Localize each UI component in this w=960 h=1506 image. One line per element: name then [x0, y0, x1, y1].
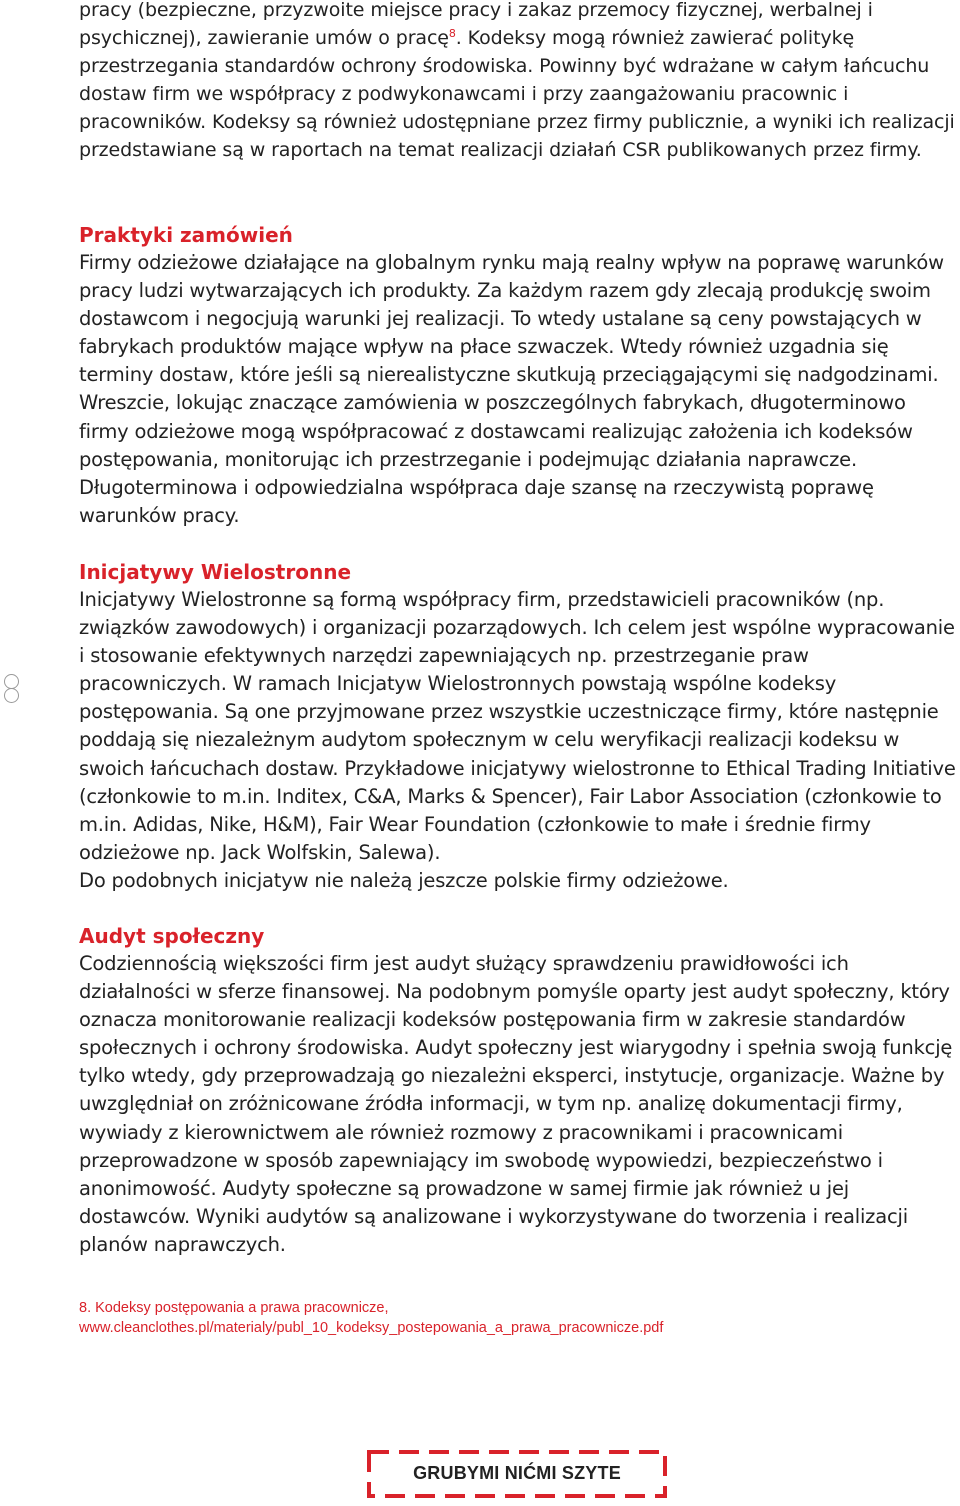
intro-paragraph — [79, 0, 957, 165]
page-number-glyph-bottom — [4, 688, 19, 703]
section-heading: Audyt społeczny — [79, 924, 265, 948]
section-body-extra: Do podobnych inicjatyw nie należą jeszcze polskie firmy odzieżowe. — [79, 868, 729, 892]
section-procurement-practices — [79, 221, 957, 530]
page-number-text — [2, 666, 3, 667]
section-body: Inicjatywy Wielostronne są formą współpracy firm, przedstawicieli pracowników (np. związków zawodowych) i organizacji pozarządowych. Ich celem jest wspólne wypracowanie i stosowanie efektywnych narzędzi zapewniających np. przestrzeganie praw pracowniczych. W ramach Inicjatyw Wielostronnych powstają wspólne kodeksy postępowania. Są one przyjmowane przez wszystkie uczestniczące firmy, które następnie poddają się niezależnym audytom społecznym w celu weryfikacji realizacji kodeksu w swoich łańcuchach dostaw. Przykładowe inicjatywy wielostronne to Ethical Trading Initiative (członkowie to m.in. Inditex, C&A, Marks & Spencer), Fair Labor Association (członkowie to m.in. Adidas, Nike, H&M), Fair Wear Foundation (członkowie to małe i średnie firmy odzieżowe np. Jack Wolfskin, Salewa). — [79, 588, 956, 864]
page-number-glyph-top — [4, 674, 19, 689]
section-multistakeholder-initiatives — [79, 558, 957, 895]
publication-logo — [367, 1450, 667, 1498]
footnote: 8. Kodeksy postępowania a prawa pracownicze, www.cleanclothes.pl/materialy/publ_10_kodeksy_postepowania_a_prawa_pracownicze.pdf — [79, 1300, 664, 1336]
intro-text-after-ref: . Kodeksy mogą również zawierać politykę przestrzegania standardów ochrony środowiska. Powinny być wdrażane w całym łańcuchu dostaw firm we współpracy z podwykonawcami i przy zaangażowaniu pracownic i pracowników. Kodeksy są również udostępniane przez firmy publicznie, a wyniki ich realizacji przedstawiane są w raportach na temat realizacji działań CSR publikowanych przez firmy. — [79, 27, 955, 162]
intro-block — [79, 0, 957, 165]
page-number — [2, 666, 20, 710]
logo-text: GRUBYMI NIĆMI SZYTE — [413, 1463, 621, 1483]
footnote-reference[interactable]: 8 — [448, 27, 456, 41]
section-heading: Inicjatywy Wielostronne — [79, 560, 352, 584]
section-body: Firmy odzieżowe działające na globalnym rynku mają realny wpływ na poprawę warunków pracy ludzi wytwarzających ich produkty. Za każdym razem gdy zlecają produkcję swoim dostawcom i negocjują warunki jej realizacji. To wtedy ustalane są ceny powstających w fabrykach produktów mające wpływ na płace szwaczek. Wtedy również uzgadnia się terminy dostaw, które jeśli są nierealistyczne skutkują przeciągającymi się nadgodzinami. Wreszcie, lokując znaczące zamówienia w poszczególnych fabrykach, długoterminowo firmy odzieżowe mogą współpracować z dostawcami realizując założenia ich kodeksów postępowania, monitorując ich przestrzeganie i podejmując działania naprawcze. Długoterminowa i odpowiedzialna współpraca daje szansę na rzeczywistą poprawę warunków pracy. — [79, 251, 944, 527]
section-body: Codziennością większości firm jest audyt służący sprawdzeniu prawidłowości ich działalności w sferze finansowej. Na podobnym pomyśle oparty jest audyt społeczny, który oznacza monitorowanie realizacji kodeksów postępowania firm w zakresie standardów społecznych i ochrony środowiska. Audyt społeczny jest wiarygodny i spełnia swoją funkcję tylko wtedy, gdy przeprowadzają go niezależni eksperci, instytucje, organizacje. Ważne by uwzględniał on zróżnicowane źródła informacji, w tym np. analizę dokumentacji firmy, wywiady z kierownictwem ale również rozmowy z pracownikami i pracownicami przeprowadzone w sposób zapewniający im swobodę wypowiedzi, bezpieczeństwo i anonimowość. Audyty społeczne są prowadzone w samej firmie jak również u jej dostawców. Wyniki audytów są analizowane i wykorzystywane do tworzenia i realizacji planów naprawczych. — [79, 952, 953, 1256]
intro-text-before-ref: pracy (bezpieczne, przyzwoite miejsce pracy i zakaz przemocy fizycznej, werbalnej i psychicznej), zawieranie umów o pracę — [79, 0, 873, 50]
section-heading: Praktyki zamówień — [79, 223, 293, 247]
section-social-audit — [79, 922, 957, 1259]
